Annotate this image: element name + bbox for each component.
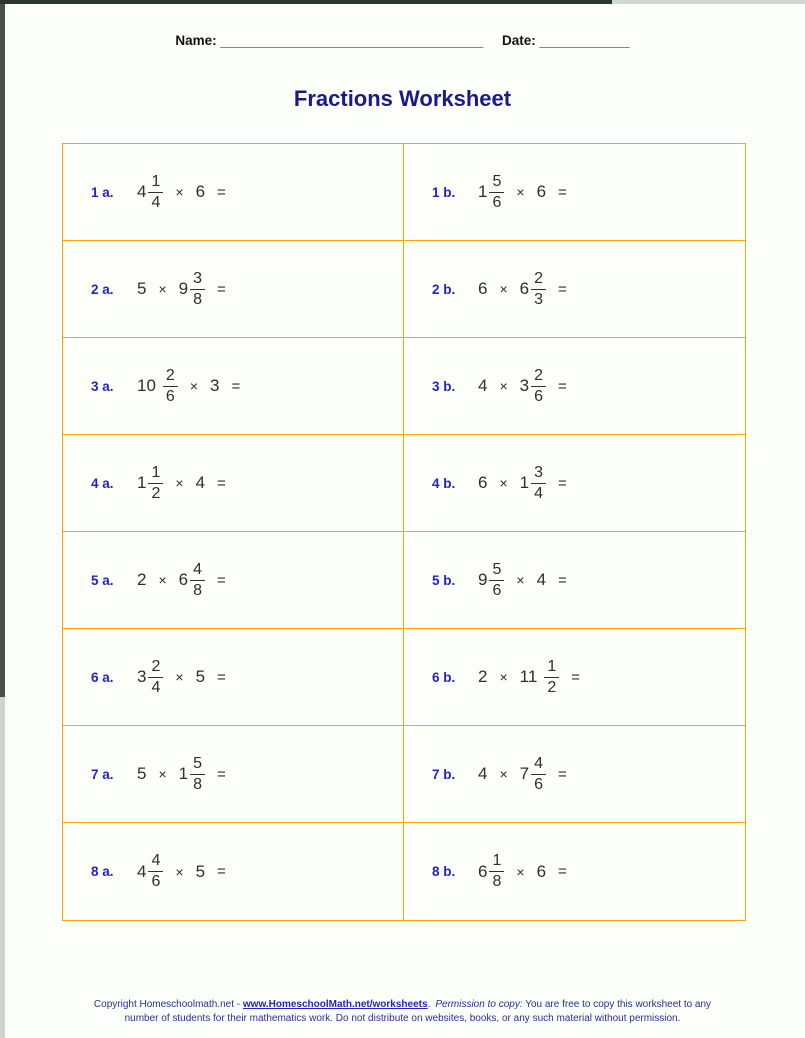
fraction-denominator: 8: [193, 581, 203, 599]
number: 6: [178, 570, 189, 589]
fraction-denominator: 6: [492, 193, 502, 211]
fraction: [489, 561, 504, 599]
number: 7: [519, 764, 530, 783]
multiply-sign: ×: [516, 863, 525, 880]
equals-sign: =: [558, 765, 567, 783]
problem-cell: [63, 338, 404, 435]
equals-sign: =: [217, 183, 226, 201]
fraction-numerator: 3: [531, 464, 546, 484]
problem-cell: [404, 338, 745, 435]
fraction-denominator: 6: [165, 387, 175, 405]
fraction: [148, 658, 163, 696]
problem-expression: [478, 270, 567, 308]
fraction-numerator: 2: [163, 367, 178, 387]
fraction-denominator: 6: [151, 873, 161, 890]
problem-cell: [404, 241, 745, 338]
problem-expression: [478, 658, 580, 696]
problem-label: 3 a.: [91, 378, 114, 394]
number: 1: [478, 182, 488, 201]
footer-copyright-text: Copyright Homeschoolmath.net -: [93, 999, 243, 1010]
equals-sign: =: [558, 571, 567, 589]
footer-line2: number of students for their mathematics work. Do not distribute on websites, books, or any such material without permission.: [124, 1013, 681, 1024]
fraction-numerator: 2: [531, 270, 546, 290]
fraction: [531, 367, 546, 405]
problem-cell: [63, 726, 404, 823]
footer-link[interactable]: www.HomeschoolMath.net/worksheets: [242, 999, 428, 1010]
problem-cell: [404, 144, 745, 241]
problem-cell: [63, 532, 404, 629]
number: 3: [519, 376, 530, 395]
equals-sign: =: [558, 280, 567, 298]
fraction-numerator: 5: [489, 173, 504, 193]
number: 5: [137, 764, 147, 783]
fraction-denominator: 4: [151, 678, 161, 696]
number: 6: [478, 279, 488, 298]
window-frame-top-light: [612, 0, 805, 4]
problem-label: 4 b.: [432, 475, 456, 491]
fraction-numerator: 5: [489, 561, 504, 581]
fraction-denominator: 4: [151, 193, 161, 211]
fraction-numerator: 3: [190, 270, 205, 290]
multiply-sign: ×: [175, 863, 184, 880]
fraction-numerator: 1: [148, 464, 163, 484]
fraction: [148, 173, 163, 211]
name-date-row: [0, 33, 805, 48]
problem-expression: [137, 755, 226, 793]
problem-expression: [478, 173, 567, 211]
fraction: [544, 658, 559, 696]
number: 4: [137, 182, 147, 201]
problem-expression: [478, 852, 567, 890]
fraction: [148, 464, 163, 502]
problem-expression: [137, 561, 226, 599]
number: 6: [478, 473, 488, 492]
page-title: Fractions Worksheet: [293, 86, 512, 111]
problem-cell: [63, 823, 404, 920]
window-frame-left-light: [0, 697, 5, 1038]
fraction-denominator: 2: [151, 484, 161, 502]
number: 6: [478, 861, 488, 881]
fraction-denominator: 3: [534, 290, 544, 308]
fraction-numerator: 4: [148, 852, 163, 872]
fraction-denominator: 2: [547, 678, 557, 696]
problem-label: 2 b.: [432, 281, 456, 297]
multiply-sign: ×: [499, 766, 508, 782]
fraction-numerator: 2: [531, 367, 546, 387]
multiply-sign: ×: [516, 572, 525, 588]
footer: [0, 998, 805, 1026]
fraction: [531, 464, 546, 502]
number: 3: [137, 667, 147, 686]
number: 4: [478, 764, 488, 783]
fraction-denominator: 6: [534, 775, 544, 793]
problem-label: 1 a.: [91, 184, 114, 200]
number: 5: [195, 861, 206, 881]
fraction: [190, 561, 205, 599]
fraction-denominator: 8: [492, 873, 502, 890]
fraction-numerator: 1: [544, 658, 559, 678]
problem-expression: [137, 173, 226, 211]
problem-label: 6 b.: [432, 669, 456, 685]
problem-label: 7 b.: [432, 766, 456, 782]
multiply-sign: ×: [158, 572, 167, 588]
number: 1: [178, 764, 189, 783]
problem-expression: [137, 270, 226, 308]
number: 2: [478, 667, 488, 686]
fraction-denominator: 8: [193, 775, 203, 793]
name-blank-line: ___________________________________: [220, 33, 484, 48]
fraction: [531, 755, 546, 793]
problem-expression: [478, 367, 567, 405]
equals-sign: =: [571, 668, 580, 686]
problem-cell: [63, 629, 404, 726]
number: 9: [178, 279, 189, 298]
equals-sign: =: [231, 377, 241, 395]
number: 9: [478, 570, 488, 589]
fraction-denominator: 8: [193, 290, 203, 308]
fraction-denominator: 6: [492, 581, 502, 599]
equals-sign: =: [217, 474, 226, 492]
problem-label: 5 a.: [91, 572, 114, 588]
fraction-numerator: 5: [190, 755, 205, 775]
number: 6: [536, 861, 547, 881]
multiply-sign: ×: [499, 669, 508, 685]
footer-line1-rest: You are free to copy this worksheet to any: [522, 999, 712, 1010]
problem-cell: [63, 435, 404, 532]
fraction-numerator: 2: [148, 658, 163, 678]
problem-label: 6 a.: [91, 669, 114, 685]
equals-sign: =: [558, 377, 567, 395]
multiply-sign: ×: [175, 669, 184, 685]
number: 5: [195, 667, 206, 686]
number: 3: [210, 376, 220, 395]
fraction-numerator: 4: [531, 755, 546, 775]
equals-sign: =: [558, 863, 567, 880]
multiply-sign: ×: [189, 378, 199, 394]
fraction: [163, 367, 178, 405]
number: 11: [519, 667, 538, 686]
problem-label: 3 b.: [432, 378, 456, 394]
problem-expression: [478, 464, 567, 502]
number: 2: [137, 570, 147, 589]
problem-cell: [404, 823, 745, 920]
fraction-numerator: 1: [148, 173, 163, 193]
problem-cell: [404, 629, 745, 726]
multiply-sign: ×: [499, 378, 508, 394]
problems-grid: [62, 143, 746, 921]
problem-expression: [137, 464, 226, 502]
equals-sign: =: [217, 571, 226, 589]
fraction-numerator: 4: [190, 561, 205, 581]
multiply-sign: ×: [516, 184, 525, 200]
problem-label: 8 b.: [432, 864, 456, 879]
multiply-sign: ×: [158, 281, 167, 297]
fraction-denominator: 6: [534, 387, 544, 405]
problem-label: 4 a.: [91, 475, 114, 491]
number: 4: [478, 376, 488, 395]
equals-sign: =: [558, 183, 567, 201]
problem-expression: [478, 755, 567, 793]
problem-cell: [404, 435, 745, 532]
number: 4: [195, 473, 206, 492]
problem-expression: [137, 658, 226, 696]
equals-sign: =: [558, 474, 567, 492]
problem-expression: [478, 561, 567, 599]
problem-cell: [404, 532, 745, 629]
date-blank-line: ____________: [539, 33, 630, 48]
window-frame-top-dark: [0, 0, 612, 4]
equals-sign: =: [217, 668, 226, 686]
footer-after-link: .: [427, 999, 431, 1010]
problem-label: 8 a.: [91, 864, 114, 879]
equals-sign: =: [217, 280, 226, 298]
fraction: [148, 852, 163, 890]
number: 1: [519, 473, 530, 492]
fraction: [489, 852, 504, 890]
fraction: [190, 755, 205, 793]
fraction-numerator: 1: [489, 852, 504, 872]
equals-sign: =: [217, 863, 226, 880]
footer-permission-italic: Permission to copy:: [435, 999, 523, 1010]
problem-label: 1 b.: [432, 184, 456, 200]
problem-cell: [63, 241, 404, 338]
problem-label: 5 b.: [432, 572, 456, 588]
problem-cell: [63, 144, 404, 241]
problem-cell: [404, 726, 745, 823]
equals-sign: =: [217, 765, 226, 783]
multiply-sign: ×: [158, 766, 167, 782]
multiply-sign: ×: [175, 475, 184, 491]
number: 4: [137, 861, 147, 881]
number: 1: [137, 473, 147, 492]
number: 6: [536, 182, 547, 201]
name-label: Name:: [175, 33, 217, 48]
date-label: Date:: [501, 33, 536, 48]
problem-expression: [137, 852, 226, 890]
fraction: [190, 270, 205, 308]
multiply-sign: ×: [499, 475, 508, 491]
multiply-sign: ×: [175, 184, 184, 200]
multiply-sign: ×: [499, 281, 508, 297]
number: 6: [195, 182, 206, 201]
problem-label: 7 a.: [91, 766, 114, 782]
problem-label: 2 a.: [91, 281, 114, 297]
number: 6: [519, 279, 530, 298]
fraction: [531, 270, 546, 308]
problem-expression: [137, 367, 240, 405]
number: 10: [137, 376, 156, 395]
fraction: [489, 173, 504, 211]
number: 5: [137, 279, 147, 298]
number: 4: [536, 570, 547, 589]
fraction-denominator: 4: [534, 484, 544, 502]
